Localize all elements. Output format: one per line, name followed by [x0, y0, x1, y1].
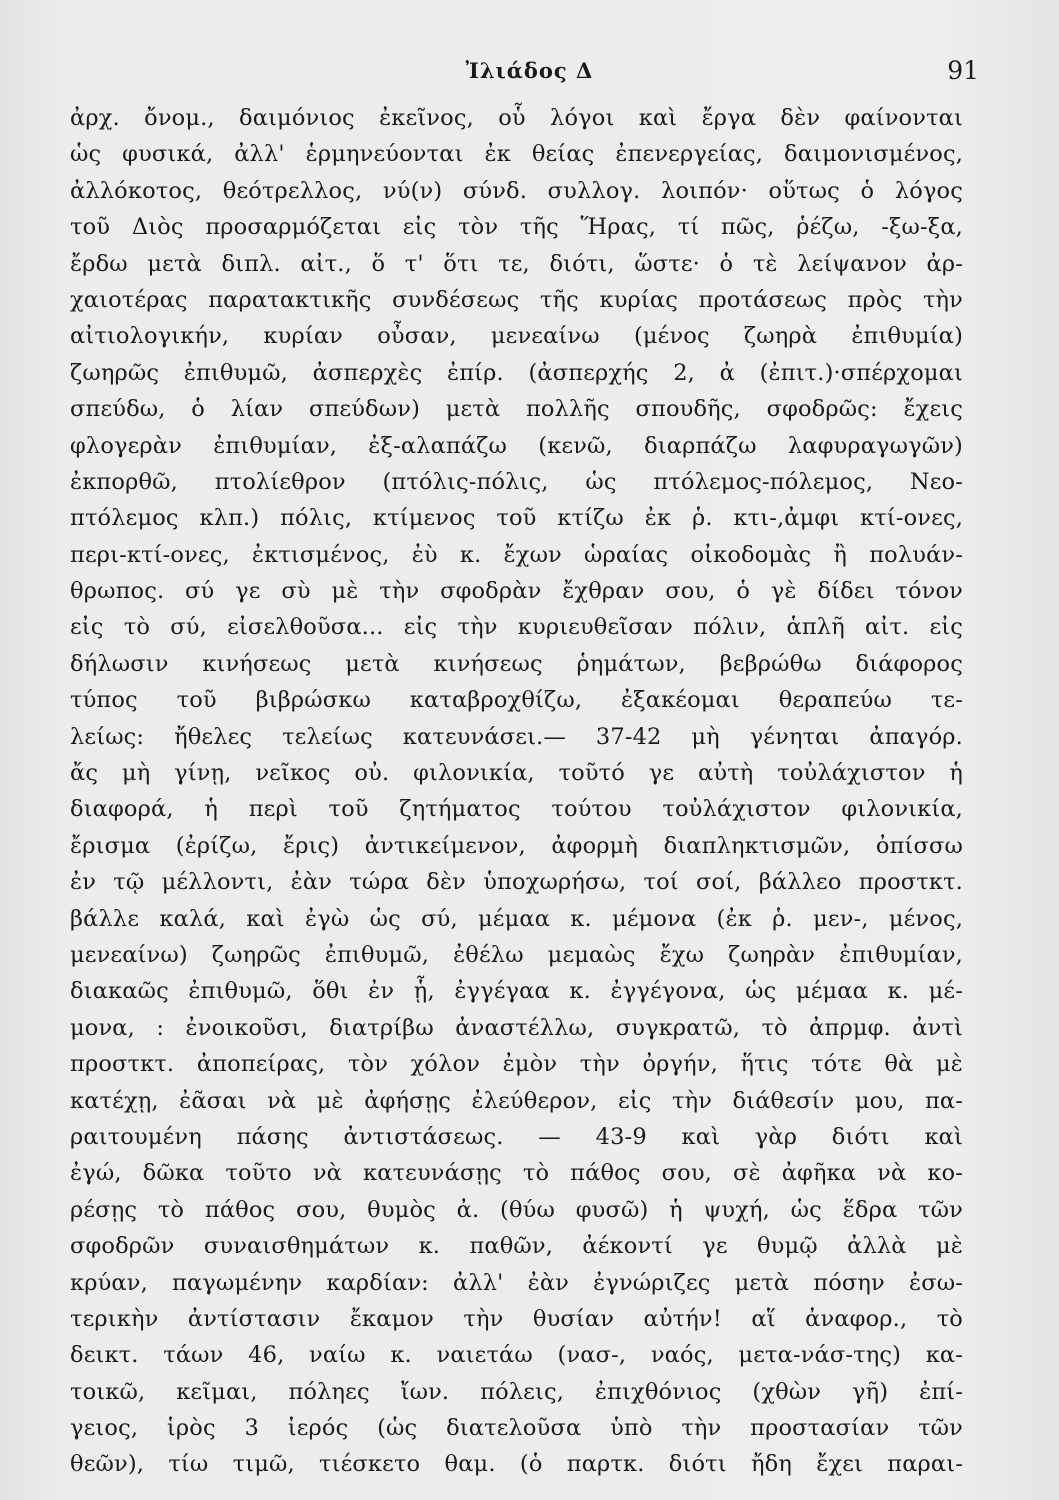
text-line: ρέσῃς τὸ πάθος σου, θυμὸς ἀ. (θύω φυσῶ) ἡ ψυχή, ὡς ἕδρα τῶν [70, 1196, 963, 1223]
text-line: κρύαν, παγωμένην καρδίαν: ἀλλ' ἐὰν ἐγνώριζες μετὰ πόσην ἐσω- [70, 1269, 963, 1296]
text-line: βάλλε καλά, καὶ ἐγὼ ὡς σύ, μέμαα κ. μέμονα (ἐκ ῥ. μεν-, μένος, [70, 905, 963, 932]
text-line: αἰτιολογικήν, κυρίαν οὖσαν, μενεαίνω (μένος ζωηρὰ ἐπιθυμία) [70, 323, 963, 350]
text-line: φλογερὰν ἐπιθυμίαν, ἐξ-αλαπάζω (κενῶ, διαρπάζω λαφυραγωγῶν) [70, 432, 963, 459]
text-line: θεῶν), τίω τιμῶ, τιέσκετο θαμ. (ὁ παρτκ. διότι ἤδη ἔχει παραι- [70, 1451, 963, 1478]
text-line: σπεύδω, ὁ λίαν σπεύδων) μετὰ πολλῆς σπουδῆς, σφοδρῶς: ἔχεις [70, 396, 963, 423]
text-line: ἀρχ. ὄνομ., δαιμόνιος ἐκεῖνος, οὗ λόγοι καὶ ἔργα δὲν φαίνονται [70, 105, 963, 131]
text-line: θρωπος. σύ γε σὺ μὲ τὴν σφοδρὰν ἔχθραν σου, ὁ γὲ δίδει τόνον [70, 578, 963, 605]
text-line: διαφορά, ἡ περὶ τοῦ ζητήματος τούτου τοὐλάχιστον φιλονικία, [70, 796, 963, 823]
text-line: τοῦ Διὸς προσαρμόζεται εἰς τὸν τῆς Ἥρας, τί πῶς, ῥέζω, -ξω-ξα, [70, 214, 963, 241]
text-line: ἐκπορθῶ, πτολίεθρον (πτόλις-πόλις, ὡς πτόλεμος-πόλεμος, Νεο- [70, 468, 963, 495]
text-line: ζωηρῶς ἐπιθυμῶ, ἀσπερχὲς ἐπίρ. (ἀσπερχής 2, ἀ (ἐπιτ.)·σπέρχομαι [70, 359, 963, 386]
text-line: πτόλεμος κλπ.) πόλις, κτίμενος τοῦ κτίζω ἐκ ῥ. κτι-,ἀμφι κτί-ονες, [70, 505, 963, 532]
text-line: ὡς φυσικά, ἀλλ' ἑρμηνεύονται ἐκ θείας ἐπενεργείας, δαιμονισμένος, [70, 141, 963, 168]
text-line: ἐγώ, δῶκα τοῦτο νὰ κατευνάσῃς τὸ πάθος σου, σὲ ἀφῆκα νὰ κο- [70, 1160, 963, 1187]
text-line: ἄς μὴ γίνῃ, νεῖκος οὐ. φιλονικία, τοῦτό γε αὐτὴ τοὐλάχιστον ἡ [70, 760, 963, 787]
text-line: γειος, ἱρὸς 3 ἱερός (ὡς διατελοῦσα ὑπὸ τὴν προστασίαν τῶν [70, 1415, 963, 1442]
text-line: ἔρδω μετὰ διπλ. αἰτ., ὅ τ' ὅτι τε, διότι, ὥστε· ὁ τὲ λείψανον ἀρ- [70, 250, 963, 277]
text-line: ραιτουμένη πάσης ἀντιστάσεως. — 43-9 καὶ γὰρ διότι καὶ [70, 1123, 963, 1150]
text-line: ἐν τῷ μέλλοντι, ἐὰν τώρα δὲν ὑποχωρήσω, τοί σοί, βάλλεο προστκτ. [70, 869, 963, 896]
page-header [0, 52, 1059, 92]
commentary-text [70, 100, 963, 1483]
text-line: σφοδρῶν συναισθημάτων κ. παθῶν, ἀέκοντί γε θυμῷ ἀλλὰ μὲ [70, 1233, 963, 1260]
text-line: προστκτ. ἀποπείρας, τὸν χόλον ἐμὸν τὴν ὀργήν, ἥτις τότε θὰ μὲ [70, 1051, 963, 1078]
text-line: δήλωσιν κινήσεως μετὰ κινήσεως ῥημάτων, βεβρώθω διάφορος [70, 650, 963, 677]
running-title: Ἰλιάδος Δ [465, 58, 594, 83]
text-line: χαιοτέρας παρατακτικῆς συνδέσεως τῆς κυρίας προτάσεως πρὸς τὴν [70, 286, 963, 313]
text-line: εἰς τὸ σύ, εἰσελθοῦσα... εἰς τὴν κυριευθεῖσαν πόλιν, ἁπλῆ αἰτ. εἰς [70, 614, 963, 641]
text-line: μονα, : ἐνοικοῦσι, διατρίβω ἀναστέλλω, συγκρατῶ, τὸ ἀπρμφ. ἀντὶ [70, 1014, 963, 1041]
text-line: τύπος τοῦ βιβρώσκω καταβροχθίζω, ἐξακέομαι θεραπεύω τε- [70, 687, 963, 714]
page-number: 91 [947, 56, 979, 85]
text-line: περι-κτί-ονες, ἐκτισμένος, ἐὺ κ. ἔχων ὡραίας οἰκοδομὰς ἢ πολυάν- [70, 541, 963, 568]
text-line: διακαῶς ἐπιθυμῶ, ὅθι ἐν ᾗ, ἐγγέγαα κ. ἐγγέγονα, ὡς μέμαα κ. μέ- [70, 978, 963, 1005]
text-line: τοικῶ, κεῖμαι, πόληες ἴων. πόλεις, ἐπιχθόνιος (χθὼν γῆ) ἐπί- [70, 1378, 963, 1405]
text-line: τερικὴν ἀντίστασιν ἔκαμον τὴν θυσίαν αὐτήν! αἵ ἀναφορ., τὸ [70, 1305, 963, 1332]
text-line: μενεαίνω) ζωηρῶς ἐπιθυμῶ, ἐθέλω μεμαὼς ἔχω ζωηρὰν ἐπιθυμίαν, [70, 941, 963, 968]
text-line: λείως: ἤθελες τελείως κατευνάσει.— 37-42 μὴ γένηται ἀπαγόρ. [70, 723, 963, 750]
text-line: ἔρισμα (ἐρίζω, ἔρις) ἀντικείμενον, ἀφορμὴ διαπληκτισμῶν, ὀπίσσω [70, 832, 963, 859]
text-line: ἀλλόκοτος, θεότρελλος, νύ(ν) σύνδ. συλλογ. λοιπόν· οὕτως ὁ λόγος [70, 177, 963, 204]
text-line: δεικτ. τάων 46, ναίω κ. ναιετάω (νασ-, ναός, μετα-νάσ-της) κα- [70, 1342, 963, 1369]
text-line: κατέχῃ, ἐᾶσαι νὰ μὲ ἀφήσῃς ἐλεύθερον, εἰς τὴν διάθεσίν μου, πα- [70, 1087, 963, 1114]
